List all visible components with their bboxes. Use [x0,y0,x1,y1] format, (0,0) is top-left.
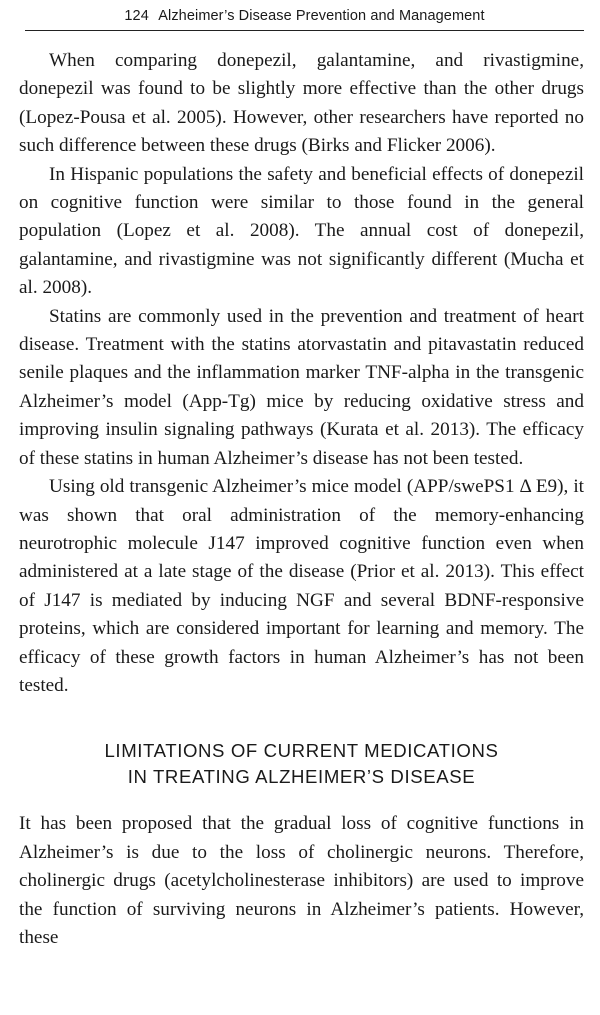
section-heading [19,738,584,790]
paragraph-statins: Statins are commonly used in the prevention and treatment of heart disease. Treatment with the statins atorvastatin and pitavastatin reduced senile plaques and the inflammation marker TNF-alpha in the transgenic Alzheimer’s model (App-Tg) mice by reducing oxidative stress and improving insulin signaling pathways (Kurata et al. 2013). The efficacy of these statins in human Alzheimer’s disease has not been tested. [19,305,584,469]
paragraph-cholinergic: It has been proposed that the gradual loss of cognitive functions in Alzheimer’s is due to the loss of cholinergic neurons. Therefore, cholinergic drugs (acetylcholinesterase inhibitors) are used to improve the function of surviving neurons in Alzheimer’s patients. However, these [19,813,584,948]
page-number: 124 [124,8,149,24]
paragraph-j147: Using old transgenic Alzheimer’s mice model (APP/swePS1 Δ E9), it was shown that oral administration of the memory-enhancing neurotrophic molecule J147 improved cognitive function even when administered at a late stage of the disease (Prior et al. 2013). This effect of J147 is mediated by inducing NGF and several BDNF-responsive proteins, which are considered important for learning and memory. The efficacy of these growth factors in human Alzheimer’s has not been tested. [19,476,584,696]
section-heading-line-2: IN TREATING ALZHEIMER’S DISEASE [127,766,476,788]
book-title: Alzheimer’s Disease Prevention and Management [158,8,485,24]
body-text [19,47,584,952]
section-heading-line-1: LIMITATIONS OF CURRENT MEDICATIONS [104,740,499,762]
running-header [25,6,584,31]
paragraph-hispanic-populations: In Hispanic populations the safety and beneficial effects of donepezil on cognitive function were similar to those found in the general population (Lopez et al. 2008). The annual cost of donepezil, galantamine, and rivastigmine was not significantly different (Mucha et al. 2008). [19,163,584,299]
paragraph-drug-comparison: When comparing donepezil, galantamine, and rivastigmine, donepezil was found to be slightly more effective than the other drugs (Lopez-Pousa et al. 2005). However, other researchers have reported no such difference between these drugs (Birks and Flicker 2006). [19,50,584,157]
